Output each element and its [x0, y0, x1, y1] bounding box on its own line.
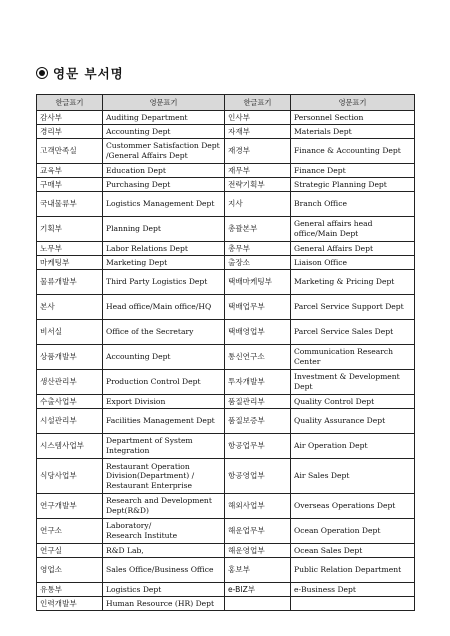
korean-name-cell: 생산관리부: [37, 370, 103, 395]
english-name-cell: Quality Assurance Dept: [291, 409, 415, 434]
korean-name-cell: 해운영업부: [225, 544, 291, 558]
english-name-cell: Ocean Operation Dept: [291, 519, 415, 544]
english-name-cell: Human Resource (HR) Dept: [103, 597, 225, 611]
table-row: [37, 270, 415, 295]
korean-name-cell: 감사부: [37, 111, 103, 125]
korean-name-cell: 영업소: [37, 558, 103, 583]
english-name-cell: Logistics Dept: [103, 583, 225, 597]
table-row: [37, 544, 415, 558]
korean-name-cell: 비서실: [37, 320, 103, 345]
korean-name-cell: 식당사업부: [37, 459, 103, 494]
english-name-cell: Office of the Secretary: [103, 320, 225, 345]
korean-name-cell: 인사부: [225, 111, 291, 125]
korean-name-cell: 마케팅부: [37, 256, 103, 270]
table-row: [37, 519, 415, 544]
table-row: [37, 178, 415, 192]
korean-name-cell: 수출사업부: [37, 395, 103, 409]
english-name-cell: General affairs head office/Main Dept: [291, 217, 415, 242]
table-row: [37, 558, 415, 583]
korean-name-cell: 교육부: [37, 164, 103, 178]
english-name-cell: Parcel Service Support Dept: [291, 295, 415, 320]
korean-name-cell: 구매부: [37, 178, 103, 192]
circle-bullet-icon: [36, 67, 48, 79]
english-name-cell: Liaison Office: [291, 256, 415, 270]
table-row: [37, 192, 415, 217]
korean-name-cell: 품질관리부: [225, 395, 291, 409]
english-name-cell: R&D Lab,: [103, 544, 225, 558]
korean-name-cell: 인력개발부: [37, 597, 103, 611]
korean-name-cell: 택배마케팅부: [225, 270, 291, 295]
english-name-cell: Overseas Operations Dept: [291, 494, 415, 519]
english-name-cell: Planning Dept: [103, 217, 225, 242]
header-english-1: 영문표기: [103, 95, 225, 111]
english-name-cell: Labor Relations Dept: [103, 242, 225, 256]
korean-name-cell: e-BIZ부: [225, 583, 291, 597]
english-name-cell: Purchasing Dept: [103, 178, 225, 192]
english-name-cell: Air Sales Dept: [291, 459, 415, 494]
korean-name-cell: 투자개발부: [225, 370, 291, 395]
english-name-cell: Laboratory/ Research Institute: [103, 519, 225, 544]
table-row: [37, 111, 415, 125]
english-name-cell: Accounting Dept: [103, 345, 225, 370]
table-row: [37, 459, 415, 494]
english-name-cell: Department of System Integration: [103, 434, 225, 459]
korean-name-cell: 전략기획부: [225, 178, 291, 192]
korean-name-cell: 물류개발부: [37, 270, 103, 295]
english-name-cell: Quality Control Dept: [291, 395, 415, 409]
table-row: [37, 597, 415, 611]
english-name-cell: [291, 597, 415, 611]
english-name-cell: Custommer Satisfaction Dept /General Affairs Dept: [103, 139, 225, 164]
korean-name-cell: 본사: [37, 295, 103, 320]
korean-name-cell: 총무부: [225, 242, 291, 256]
section-heading: [36, 64, 124, 82]
table-row: [37, 395, 415, 409]
english-name-cell: e-Business Dept: [291, 583, 415, 597]
english-name-cell: Export Division: [103, 395, 225, 409]
korean-name-cell: 고객만족실: [37, 139, 103, 164]
english-name-cell: Ocean Sales Dept: [291, 544, 415, 558]
korean-name-cell: 항공영업부: [225, 459, 291, 494]
korean-name-cell: [225, 597, 291, 611]
korean-name-cell: 상품개발부: [37, 345, 103, 370]
english-name-cell: Marketing & Pricing Dept: [291, 270, 415, 295]
korean-name-cell: 연구실: [37, 544, 103, 558]
english-name-cell: Finance & Accounting Dept: [291, 139, 415, 164]
table-row: [37, 217, 415, 242]
korean-name-cell: 자재부: [225, 125, 291, 139]
table-row: [37, 409, 415, 434]
korean-name-cell: 유통부: [37, 583, 103, 597]
english-name-cell: Strategic Planning Dept: [291, 178, 415, 192]
korean-name-cell: 재경부: [225, 139, 291, 164]
table-header-row: [37, 95, 415, 111]
english-name-cell: Air Operation Dept: [291, 434, 415, 459]
korean-name-cell: 경리부: [37, 125, 103, 139]
english-name-cell: Head office/Main office/HQ: [103, 295, 225, 320]
table-row: [37, 345, 415, 370]
english-name-cell: Logistics Management Dept: [103, 192, 225, 217]
korean-name-cell: 노무부: [37, 242, 103, 256]
korean-name-cell: 시스템사업부: [37, 434, 103, 459]
english-name-cell: Finance Dept: [291, 164, 415, 178]
english-name-cell: Third Party Logistics Dept: [103, 270, 225, 295]
english-name-cell: Auditing Department: [103, 111, 225, 125]
table-row: [37, 256, 415, 270]
header-korean-1: 한글표기: [37, 95, 103, 111]
table-row: [37, 242, 415, 256]
table-row: [37, 295, 415, 320]
table-row: [37, 434, 415, 459]
english-name-cell: Sales Office/Business Office: [103, 558, 225, 583]
korean-name-cell: 재무부: [225, 164, 291, 178]
english-name-cell: Branch Office: [291, 192, 415, 217]
korean-name-cell: 해외사업부: [225, 494, 291, 519]
english-name-cell: Restaurant Operation Division(Department) / Restaurant Enterprise: [103, 459, 225, 494]
korean-name-cell: 출장소: [225, 256, 291, 270]
korean-name-cell: 해운업무부: [225, 519, 291, 544]
english-name-cell: Materials Dept: [291, 125, 415, 139]
english-name-cell: Research and Development Dept(R&D): [103, 494, 225, 519]
korean-name-cell: 지사: [225, 192, 291, 217]
korean-name-cell: 택배영업부: [225, 320, 291, 345]
table-row: [37, 320, 415, 345]
table-row: [37, 125, 415, 139]
korean-name-cell: 품질보증부: [225, 409, 291, 434]
english-name-cell: Communication Research Center: [291, 345, 415, 370]
english-name-cell: Facilities Management Dept: [103, 409, 225, 434]
korean-name-cell: 연구소: [37, 519, 103, 544]
english-name-cell: Personnel Section: [291, 111, 415, 125]
korean-name-cell: 통신연구소: [225, 345, 291, 370]
table-row: [37, 370, 415, 395]
english-name-cell: Education Dept: [103, 164, 225, 178]
table-row: [37, 583, 415, 597]
korean-name-cell: 시설관리부: [37, 409, 103, 434]
korean-name-cell: 홍보부: [225, 558, 291, 583]
english-name-cell: Marketing Dept: [103, 256, 225, 270]
english-name-cell: Accounting Dept: [103, 125, 225, 139]
table-row: [37, 139, 415, 164]
english-name-cell: Investment & Development Dept: [291, 370, 415, 395]
korean-name-cell: 기획부: [37, 217, 103, 242]
english-name-cell: Production Control Dept: [103, 370, 225, 395]
english-name-cell: Public Relation Department: [291, 558, 415, 583]
korean-name-cell: 총괄본부: [225, 217, 291, 242]
table-row: [37, 164, 415, 178]
header-english-2: 영문표기: [291, 95, 415, 111]
english-name-cell: General Affairs Dept: [291, 242, 415, 256]
english-name-cell: Parcel Service Sales Dept: [291, 320, 415, 345]
header-korean-2: 한글표기: [225, 95, 291, 111]
korean-name-cell: 연구개발부: [37, 494, 103, 519]
section-title: 영문 부서명: [53, 66, 124, 81]
korean-name-cell: 택배업무부: [225, 295, 291, 320]
korean-name-cell: 항공업무부: [225, 434, 291, 459]
table-row: [37, 494, 415, 519]
department-name-table: [36, 94, 415, 611]
korean-name-cell: 국내물류부: [37, 192, 103, 217]
